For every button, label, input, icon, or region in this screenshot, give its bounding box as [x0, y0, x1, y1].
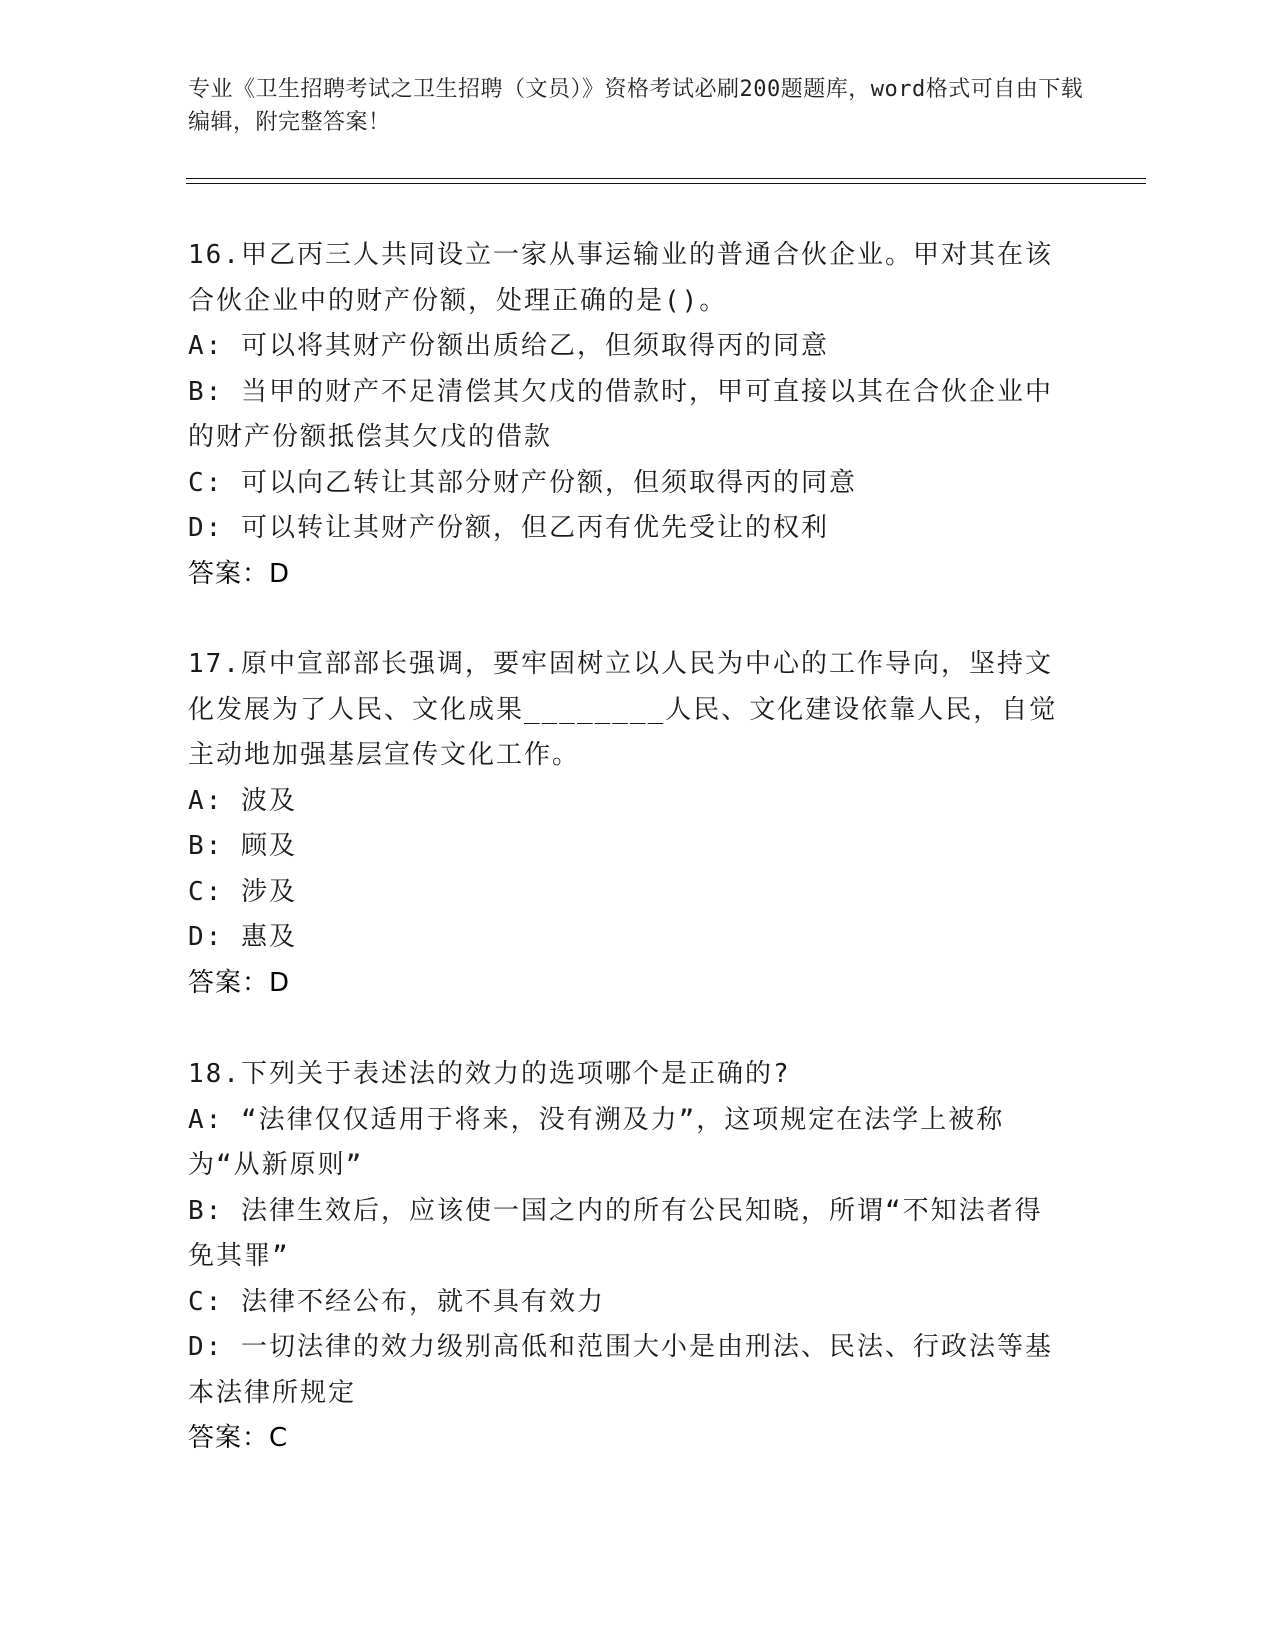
option-b: B: 当甲的财产不足清偿其欠戊的借款时，甲可直接以其在合伙企业中的财产份额抵偿其欠戊的借款 [188, 376, 1053, 452]
option-d: D: 一切法律的效力级别高低和范围大小是由刑法、民法、行政法等基本法律所规定 [188, 1332, 1053, 1408]
question-stem: 16.甲乙丙三人共同设立一家从事运输业的普通合伙企业。甲对其在该合伙企业中的财产份额，处理正确的是()。 [188, 240, 1053, 316]
question-18 [188, 1052, 1068, 1462]
header-divider-bottom [186, 183, 1146, 184]
answer-label: 答案：C [188, 1423, 289, 1453]
option-c: C: 可以向乙转让其部分财产份额，但须取得丙的同意 [188, 467, 857, 498]
document-header: 专业《卫生招聘考试之卫生招聘（文员）》资格考试必刷200题题库，word格式可自由下载编辑，附完整答案！ [188, 77, 1084, 135]
option-a: A: “法律仅仅适用于将来，没有溯及力”，这项规定在法学上被称为“从新原则” [188, 1104, 1005, 1180]
option-b: B: 法律生效后，应该使一国之内的所有公民知晓，所谓“不知法者得免其罪” [188, 1195, 1043, 1271]
option-c: C: 法律不经公布，就不具有效力 [188, 1286, 605, 1317]
option-b: B: 顾及 [188, 831, 297, 861]
option-a: A: 波及 [188, 785, 297, 816]
header-divider-top [186, 178, 1146, 179]
question-16 [188, 233, 1068, 597]
option-d: D: 可以转让其财产份额，但乙丙有优先受让的权利 [188, 513, 829, 543]
option-d: D: 惠及 [188, 922, 297, 952]
question-stem: 18.下列关于表述法的效力的选项哪个是正确的? [188, 1059, 791, 1089]
question-stem: 17.原中宣部部长强调，要牢固树立以人民为中心的工作导向，坚持文化发展为了人民、文化成果________人民、文化建设依靠人民，自觉主动地加强基层宣传文化工作。 [188, 649, 1058, 770]
answer-label: 答案：D [188, 967, 291, 998]
question-17 [188, 642, 1068, 1006]
option-c: C: 涉及 [188, 876, 297, 907]
option-a: A: 可以将其财产份额出质给乙，但须取得丙的同意 [188, 331, 829, 361]
answer-label: 答案：D [188, 558, 291, 589]
